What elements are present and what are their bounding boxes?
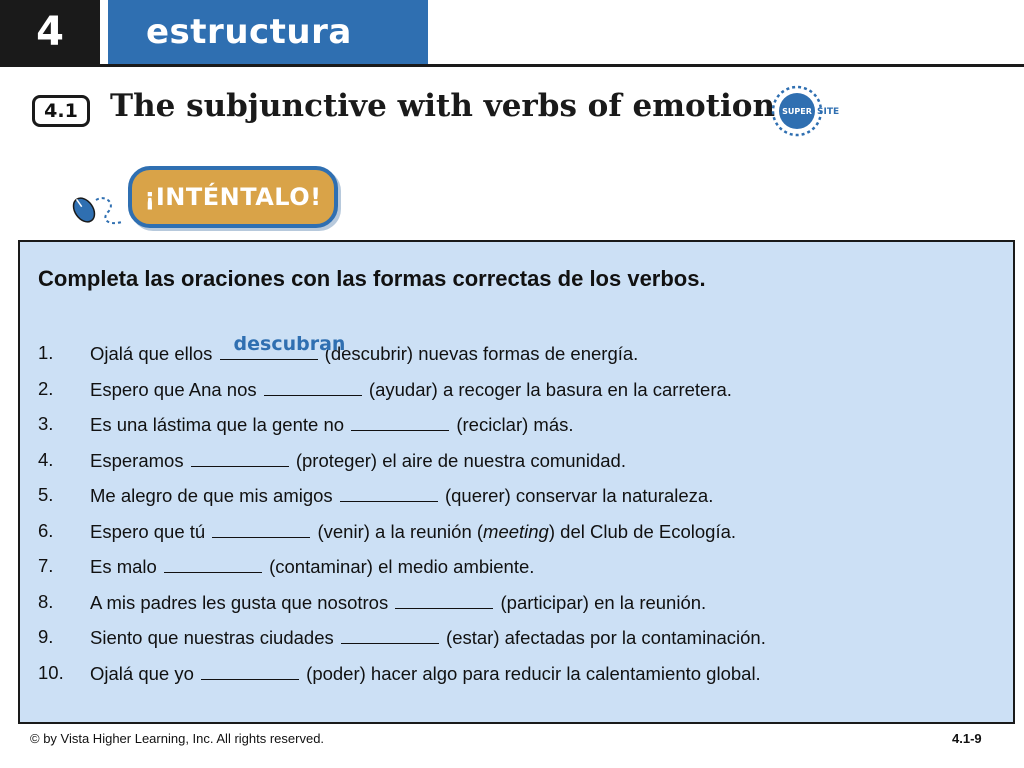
sentence-start: Espero que Ana nos (90, 378, 257, 400)
exercise-item (38, 662, 998, 698)
sentence-start: Es una lástima que la gente no (90, 414, 345, 435)
answer-blank[interactable] (201, 662, 299, 680)
exercise-item (38, 626, 998, 662)
item-number: 8. (38, 590, 54, 612)
supersite-logo-left-text: SUPER (782, 107, 812, 116)
mouse-icon (66, 188, 128, 230)
exercise-item (38, 333, 998, 378)
item-number: 10. (38, 661, 64, 683)
section-badge: 4.1 (32, 95, 90, 127)
sentence-start: Ojalá que ellos (90, 343, 213, 364)
sentence-end: (proteger) el aire de nuestra comunidad. (295, 449, 626, 471)
answer-blank[interactable] (395, 591, 493, 609)
sentence-end: (estar) afectadas por la contaminación. (446, 627, 766, 648)
answer-blank[interactable] (340, 484, 438, 502)
footer-page-number: 4.1-9 (952, 731, 982, 746)
sentence-start: Espero que tú (90, 520, 206, 542)
item-sentence (90, 378, 732, 401)
answer-blank[interactable] (212, 520, 310, 538)
sentence-end: (ayudar) a recoger la basura en la carretera. (368, 378, 732, 400)
answer-blank[interactable] (351, 413, 449, 431)
item-number: 2. (38, 377, 54, 399)
italic-term: meeting (483, 520, 549, 542)
header-divider (0, 64, 1024, 67)
item-sentence (90, 591, 706, 614)
answer-blank[interactable] (341, 626, 439, 644)
sentence-start: Esperamos (90, 449, 184, 471)
supersite-logo[interactable] (770, 84, 850, 138)
intentalo-activity-badge: ¡INTÉNTALO! (128, 166, 338, 228)
sentence-end: (participar) en la reunión. (500, 591, 707, 613)
sentence-start: Ojalá que yo (90, 662, 194, 684)
exercise-item (38, 484, 998, 520)
exercise-item (38, 520, 998, 556)
exercise-panel (18, 240, 1015, 724)
sentence-end: (contaminar) el medio ambiente. (269, 556, 535, 577)
item-sentence (90, 626, 766, 649)
sentence-end: (venir) a la reunión ( (317, 520, 484, 542)
item-sentence (90, 413, 574, 436)
item-sentence (90, 520, 736, 543)
page-title: The subjunctive with verbs of emotion (110, 88, 776, 124)
supersite-logo-right-text: SITE (817, 107, 840, 117)
exercise-item-list (38, 333, 998, 697)
answer-blank[interactable] (191, 449, 289, 467)
item-sentence (90, 555, 534, 578)
item-sentence (90, 333, 639, 365)
sentence-end-tail: ) del Club de Ecología. (548, 520, 737, 542)
item-number: 9. (38, 626, 54, 647)
sentence-end: (descubrir) nuevas formas de energía. (324, 343, 639, 364)
item-number: 1. (38, 342, 54, 363)
item-number: 6. (38, 519, 54, 541)
exercise-item (38, 555, 998, 591)
answer-text: descubran (233, 333, 346, 355)
answer-blank[interactable] (220, 333, 346, 360)
answer-blank[interactable] (264, 378, 362, 396)
sentence-start: Me alegro de que mis amigos (90, 485, 333, 506)
exercise-item (38, 378, 998, 414)
chapter-number-tab: 4 (0, 0, 100, 64)
sentence-start: Siento que nuestras ciudades (90, 627, 334, 648)
sentence-end: (reciclar) más. (456, 414, 574, 435)
answer-blank[interactable] (164, 555, 262, 573)
footer-copyright: © by Vista Higher Learning, Inc. All rights reserved. (30, 731, 325, 746)
item-number: 3. (38, 413, 54, 434)
exercise-instructions: Completa las oraciones con las formas correctas de los verbos. (38, 266, 706, 291)
sentence-end: (querer) conservar la naturaleza. (444, 485, 714, 506)
exercise-item (38, 591, 998, 627)
sentence-start: A mis padres les gusta que nosotros (90, 591, 389, 613)
item-sentence (90, 449, 626, 472)
sentence-start: Es malo (90, 556, 157, 577)
section-name-band: estructura (108, 0, 428, 64)
item-sentence (90, 662, 761, 685)
exercise-item (38, 449, 998, 485)
sentence-end: (poder) hacer algo para reducir la calentamiento global. (306, 662, 761, 684)
item-number: 5. (38, 484, 54, 505)
item-sentence (90, 484, 713, 507)
item-number: 7. (38, 555, 54, 576)
exercise-item (38, 413, 998, 449)
item-number: 4. (38, 448, 54, 470)
